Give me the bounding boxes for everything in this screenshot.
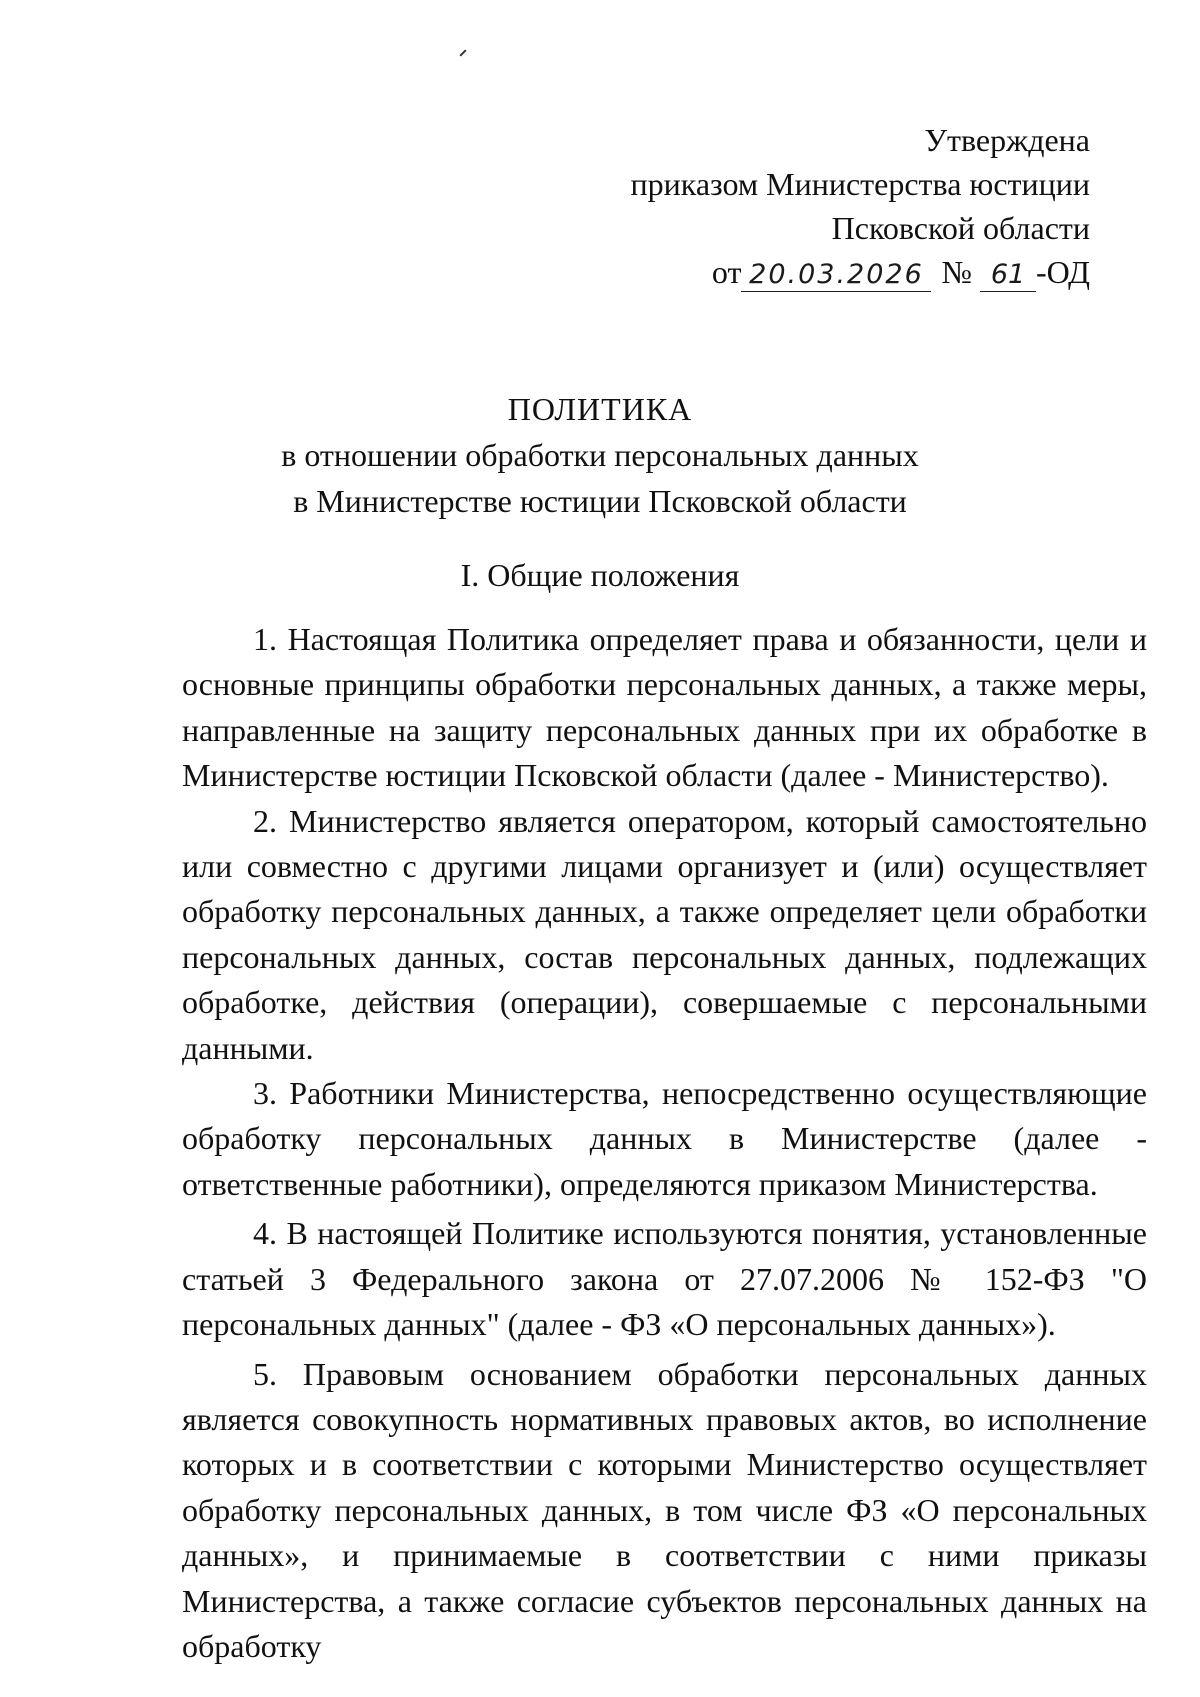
title-main: ПОЛИТИКА: [507, 391, 693, 427]
date-prefix: от: [711, 254, 742, 290]
title-subtitle-line2: в Министерстве юстиции Псковской области: [293, 483, 907, 519]
document-body: [182, 617, 1147, 1669]
approval-line-approved: Утверждена: [924, 122, 1090, 158]
document-title: [0, 386, 1200, 524]
handwritten-number: 61: [980, 259, 1036, 292]
approval-stamp: [631, 118, 1091, 294]
title-subtitle-line1: в отношении обработки персональных данных: [281, 437, 919, 473]
approval-line-order: приказом Министерства юстиции: [630, 166, 1090, 202]
paragraph-4: 4. В настоящей Политике используются понятия, установленные статьей 3 Федерального закона от 27.07.2006 № 152-ФЗ "О персональных данных" (далее - ФЗ «О персональных данных»).: [182, 1215, 1147, 1343]
number-sign: №: [941, 254, 972, 290]
paragraph-1: 1. Настоящая Политика определяет права и обязанности, цели и основные принципы обработки персональных данных, а также меры, направленные на защиту персональных данных при их обработке в Министерстве юстиции Псковской области (далее - Министерство).: [182, 621, 1147, 794]
section-heading: I. Общие положения: [460, 557, 740, 593]
paragraph-3: 3. Работники Министерства, непосредственно осуществляющие обработку персональных данных в Министерстве (далее - ответственные работники), определяются приказом Министерства.: [182, 1075, 1147, 1202]
approval-line-region: Псковской области: [831, 210, 1090, 246]
approval-date-line: [631, 250, 1091, 294]
paragraph-5: 5. Правовым основанием обработки персональных данных является совокупность нормативных правовых актов, во исполнение которых и в соответствии с которыми Министерство осуществляет обработку персональных данных, в том числе ФЗ «О персональных данных», и принимаемые в соответствии с ними приказы Министерства, а также согласие субъектов персональных данных на обработку: [182, 1355, 1147, 1664]
scan-mark: [459, 49, 466, 56]
handwritten-date: 20.03.2026: [741, 259, 931, 292]
paragraph-2: 2. Министерство является оператором, который самостоятельно или совместно с другими лицами организует и (или) осуществляет обработку персональных данных, а также определяет цели обработки персональных данных, состав персональных данных, подлежащих обработке, действия (операции), совершаемые с персональными данными.: [182, 802, 1147, 1066]
number-suffix: -ОД: [1036, 254, 1090, 290]
